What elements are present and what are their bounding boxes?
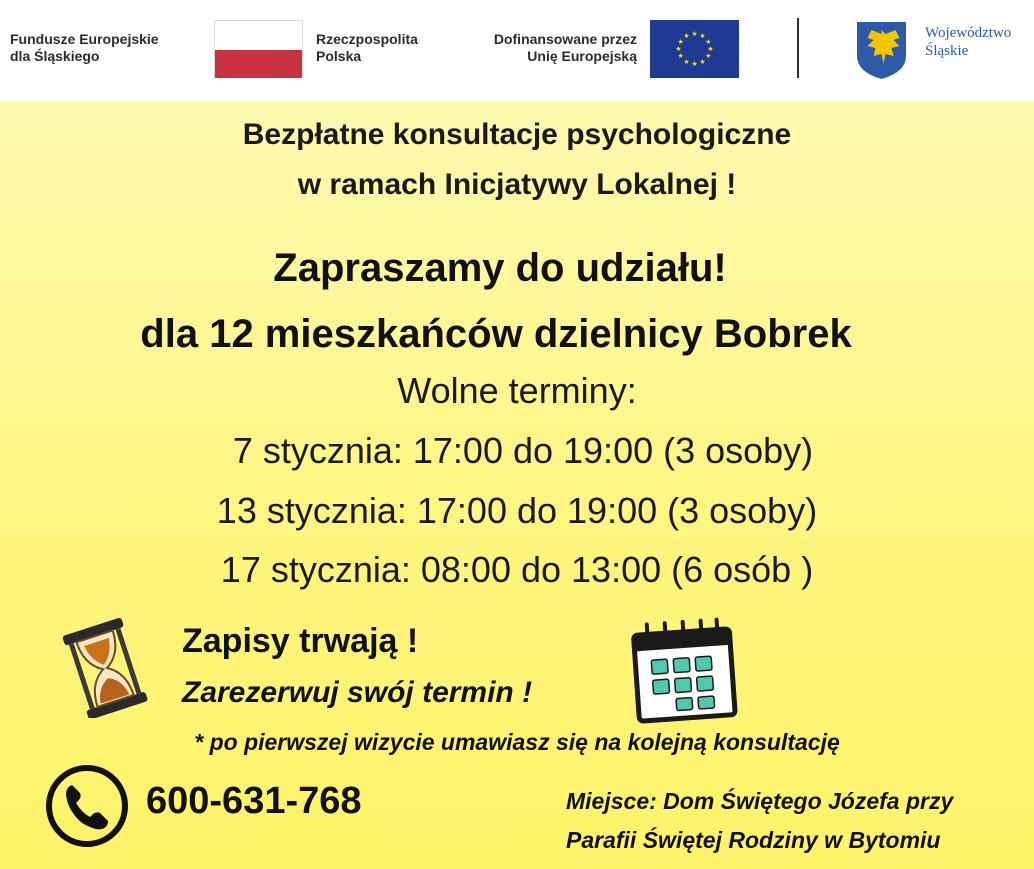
svg-text:★: ★	[683, 58, 690, 66]
follow-up-note: * po pierwszej wizycie umawiasz się na kolejną konsultację	[194, 729, 840, 755]
venue-line-2: Parafii Świętej Rodziny w Bytomiu	[566, 827, 941, 853]
fundusze-europejskie-logo-text: Fundusze Europejskie dla Śląskiego	[10, 31, 159, 64]
venue-line-1: Miejsce: Dom Świętego Józefa przy	[566, 788, 954, 814]
term-item: 13 stycznia: 17:00 do 19:00 (3 osoby)	[216, 490, 818, 531]
logo-divider	[797, 18, 799, 78]
svg-text:★: ★	[691, 30, 698, 38]
eu-flag-icon	[650, 20, 739, 78]
logo-bar	[0, 0, 1034, 102]
headline-line-2: dla 12 mieszkańców dzielnicy Bobrek	[140, 312, 852, 356]
eu-cofunding-text: Dofinansowane przez Unię Europejską	[493, 31, 637, 64]
svg-text:★: ★	[677, 52, 684, 60]
svg-text:★: ★	[677, 38, 684, 46]
headline-line-1: Zapraszamy do udziału!	[273, 246, 727, 290]
svg-text:★: ★	[705, 38, 712, 46]
svg-text:★: ★	[675, 45, 682, 53]
svg-text:★: ★	[705, 52, 712, 60]
reserve-text: Zarezerwuj swój termin !	[182, 676, 533, 709]
venue-info	[566, 782, 953, 860]
silesia-eagle-crest-icon	[855, 20, 908, 80]
svg-text:★: ★	[699, 58, 706, 66]
subtitle-line-1: Bezpłatne konsultacje psychologiczne	[242, 118, 792, 151]
hourglass-icon	[62, 618, 152, 718]
term-item: 7 stycznia: 17:00 do 19:00 (3 osoby)	[232, 430, 814, 471]
svg-text:★: ★	[691, 60, 698, 68]
wojewodztwo-slaskie-logo-text: Województwo Śląskie	[925, 25, 1012, 59]
poland-flag-icon	[214, 20, 303, 78]
svg-text:★: ★	[707, 45, 714, 53]
subtitle-line-2: w ramach Inicjatywy Lokalnej !	[297, 168, 737, 201]
rzeczpospolita-logo-text: Rzeczpospolita Polska	[316, 31, 418, 64]
signup-heading: Zapisy trwają !	[182, 622, 419, 660]
phone-icon	[44, 763, 130, 849]
svg-text:★: ★	[699, 32, 706, 40]
svg-text:★: ★	[683, 32, 690, 40]
phone-number: 600-631-768	[146, 780, 362, 822]
term-item: 17 stycznia: 08:00 do 13:00 (6 osób )	[220, 549, 814, 590]
terms-title: Wolne terminy:	[397, 370, 637, 411]
calendar-icon	[628, 616, 740, 724]
